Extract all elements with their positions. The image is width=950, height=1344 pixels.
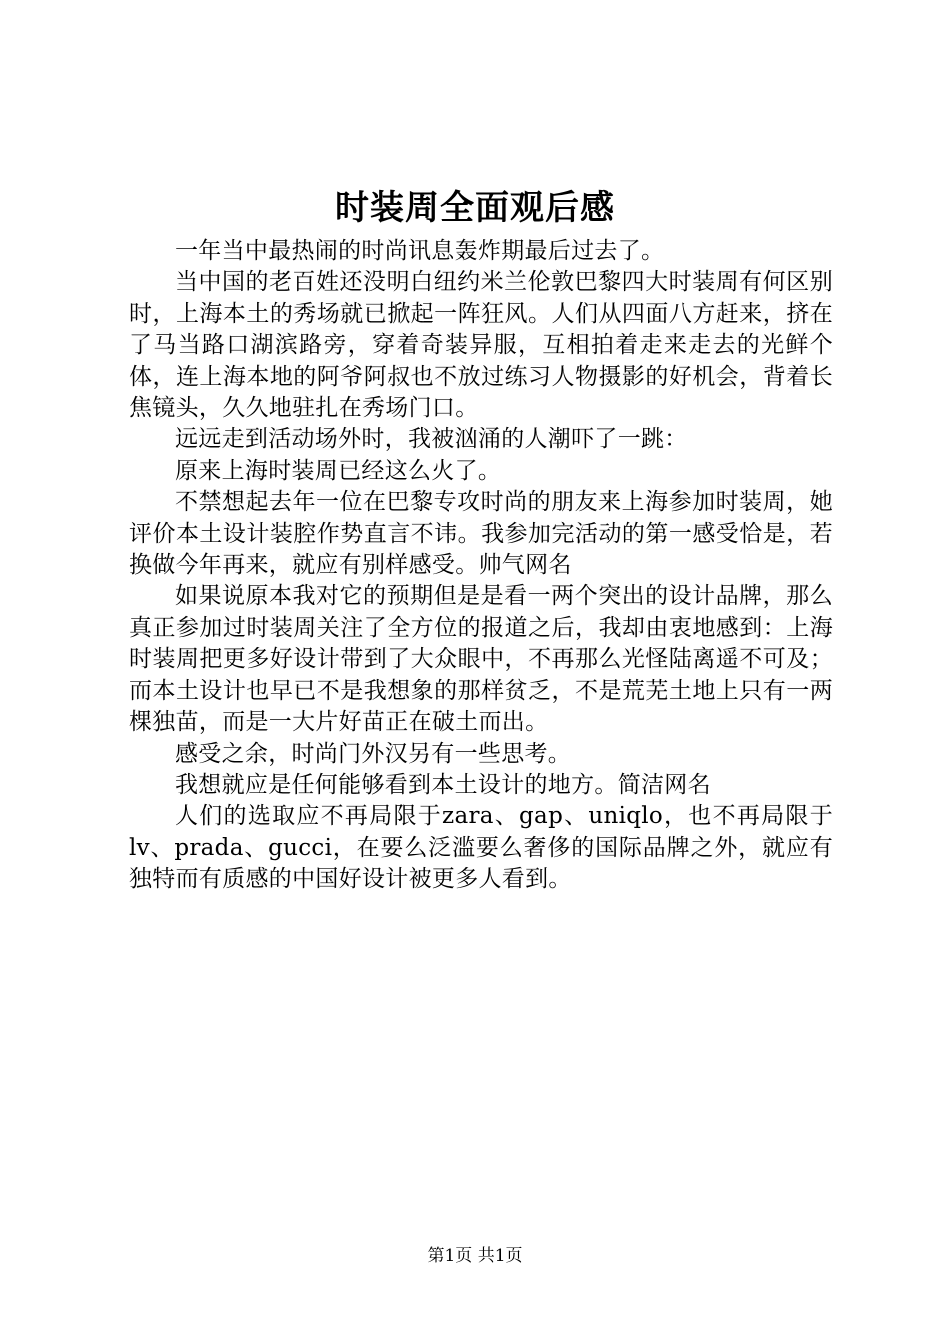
- paragraph: 原来上海时装周已经这么火了。: [175, 457, 502, 484]
- paragraph: 远远走到活动场外时，我被汹涌的人潮吓了一跳：: [175, 426, 688, 453]
- page-footer: 第1页 共1页: [427, 1246, 523, 1266]
- document-body: [129, 236, 833, 896]
- paragraph: 人们的选取应不再局限于zara、gap、uniqlo，也不再局限于lv、prada、gucci，在要么泛滥要么奢侈的国际品牌之外，就应有独特而有质感的中国好设计被更多人看到。: [129, 803, 833, 893]
- paragraph: 不禁想起去年一位在巴黎专攻时尚的朋友来上海参加时装周，她评价本土设计装腔作势直言不讳。我参加完活动的第一感受恰是，若换做今年再来，就应有别样感受。帅气网名: [129, 489, 833, 579]
- paragraph: 如果说原本我对它的预期但是是看一两个突出的设计品牌，那么真正参加过时装周关注了全方位的报道之后，我却由衷地感到：上海时装周把更多好设计带到了大众眼中，不再那么光怪陆离遥不可及；而本土设计也早已不是我想象的那样贫乏，不是荒芜土地上只有一两棵独苗，而是一大片好苗正在破土而出。: [129, 583, 833, 736]
- document-title: 时装周全面观后感: [335, 188, 615, 228]
- paragraph: 当中国的老百姓还没明白纽约米兰伦敦巴黎四大时装周有何区别时，上海本土的秀场就已掀起一阵狂风。人们从四面八方赶来，挤在了马当路口湖滨路旁，穿着奇装异服，互相拍着走来走去的光鲜个体，连上海本地的阿爷阿叔也不放过练习人物摄影的好机会，背着长焦镜头，久久地驻扎在秀场门口。: [129, 269, 833, 422]
- paragraph: 感受之余，时尚门外汉另有一些思考。: [175, 740, 572, 767]
- paragraph: 一年当中最热闹的时尚讯息轰炸期最后过去了。: [175, 238, 665, 264]
- paragraph: 我想就应是任何能够看到本土设计的地方。简洁网名: [175, 771, 711, 798]
